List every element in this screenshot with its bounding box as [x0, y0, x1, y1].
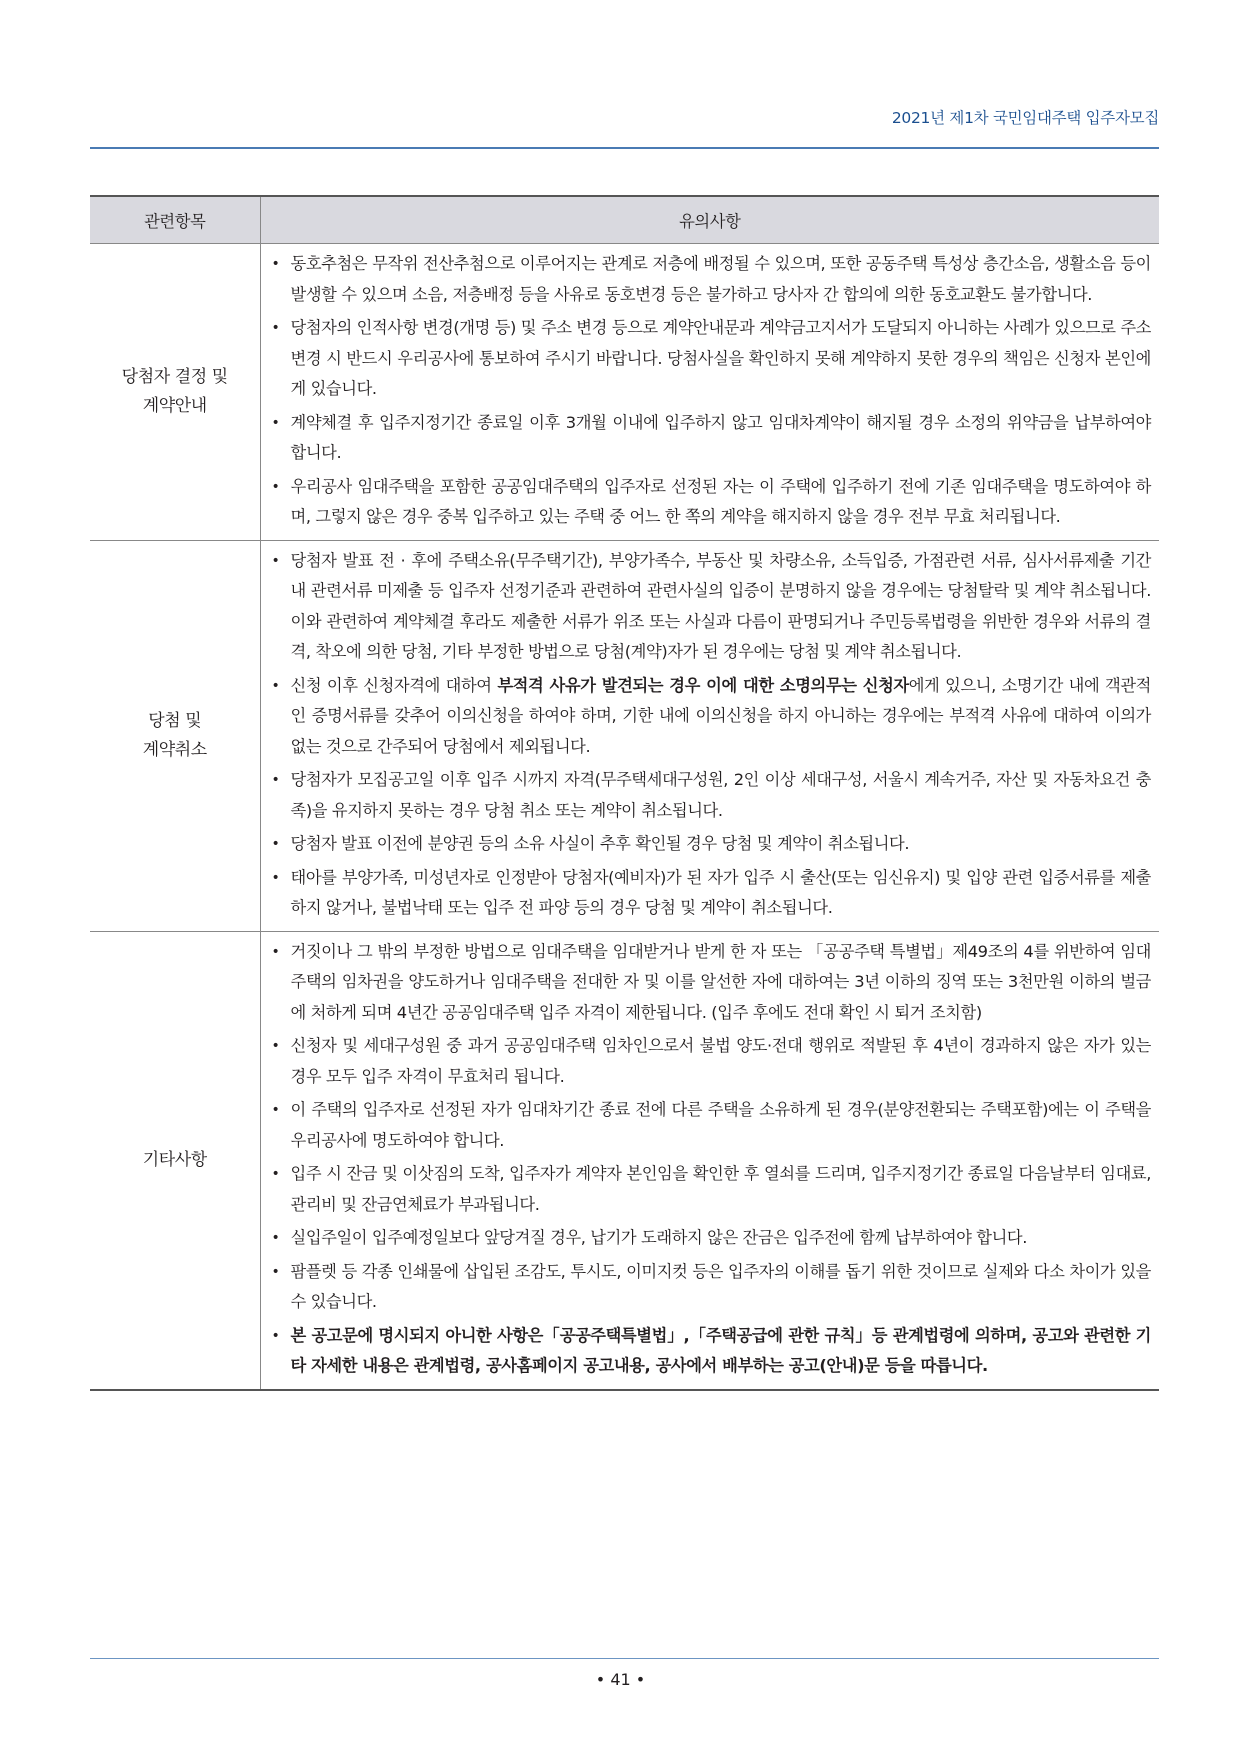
column-header-notes: 유의사항	[260, 196, 1159, 244]
note-emphasis: 부적격 사유가 발견되는 경우 이에 대한 소명의무는 신청자	[497, 675, 909, 695]
note-item	[291, 1321, 1152, 1382]
note-item: • 이 주택의 입주자로 선정된 자가 임대차기간 종료 전에 다른 주택을 소유하게 된 경우(분양전환되는 주택포함)에는 이 주택을 우리공사에 명도하여야 합니다.	[291, 1095, 1152, 1156]
table-row-other	[90, 931, 1159, 1390]
column-header-category: 관련항목	[90, 196, 260, 244]
category-label-line: 계약안내	[142, 395, 207, 416]
footer-divider	[90, 1658, 1159, 1659]
category-cell	[90, 244, 260, 541]
note-text: 신청 이후 신청자격에 대하여	[290, 675, 498, 695]
note-item: • 태아를 부양가족, 미성년자로 인정받아 당첨자(예비자)가 된 자가 입주 시 출산(또는 임신유지) 및 입양 관련 입증서류를 제출하지 않거나, 불법낙태 또는 입주 전 파양 등의 경우 당첨 및 계약이 취소됩니다.	[291, 863, 1152, 924]
table-row-cancellation	[90, 540, 1159, 931]
note-item	[291, 671, 1152, 763]
note-item: • 실입주일이 입주예정일보다 앞당겨질 경우, 납기가 도래하지 않은 잔금은 입주전에 함께 납부하여야 합니다.	[291, 1223, 1152, 1254]
document-header-title: 2021년 제1차 국민임대주택 입주자모집	[891, 109, 1159, 127]
category-label-line: 계약취소	[142, 739, 207, 760]
category-cell	[90, 931, 260, 1390]
note-item: • 당첨자 발표 이전에 분양권 등의 소유 사실이 추후 확인될 경우 당첨 및 계약이 취소됩니다.	[291, 829, 1152, 860]
note-item: • 동호추첨은 무작위 전산추첨으로 이루어지는 관계로 저층에 배정될 수 있으며, 또한 공동주택 특성상 층간소음, 생활소음 등이 발생할 수 있으며 소음, 저층배정 등을 사유로 동호변경 등은 불가하고 당사자 간 합의에 의한 동호교환도 불가합니다.	[291, 249, 1152, 310]
category-cell	[90, 540, 260, 931]
note-emphasis: 본 공고문에 명시되지 아니한 사항은「공공주택특별법」,「주택공급에 관한 규칙」등 관계법령에 의하며, 공고와 관련한 기타 자세한 내용은 관계법령, 공사홈페이지 공고내용, 공사에서 배부하는 공고(안내)문 등을 따릅니다.	[290, 1325, 1151, 1375]
note-item: • 계약체결 후 입주지정기간 종료일 이후 3개월 이내에 입주하지 않고 임대차계약이 해지될 경우 소정의 위약금을 납부하여야 합니다.	[291, 408, 1152, 469]
notes-cell	[260, 244, 1159, 541]
note-item: • 당첨자 발표 전 · 후에 주택소유(무주택기간), 부양가족수, 부동산 및 차량소유, 소득입증, 가점관련 서류, 심사서류제출 기간 내 관련서류 미제출 등 입주자 선정기준과 관련하여 관련사실의 입증이 분명하지 않을 경우에는 당첨탈락 및 계약 취소됩니다. 이와 관련하여 계약체결 후라도 제출한 서류가 위조 또는 사실과 다름이 판명되거나 주민등록법령을 위반한 경우와 서류의 결격, 착오에 의한 당첨, 기타 부정한 방법으로 당첨(계약)자가 된 경우에는 당첨 및 계약 취소됩니다.	[291, 546, 1152, 668]
category-label-line: 당첨 및	[148, 710, 202, 731]
note-item: • 우리공사 임대주택을 포함한 공공임대주택의 입주자로 선정된 자는 이 주택에 입주하기 전에 기존 임대주택을 명도하여야 하며, 그렇지 않은 경우 중복 입주하고 있는 주택 중 어느 한 쪽의 계약을 해지하지 않을 경우 전부 무효 처리됩니다.	[291, 472, 1152, 533]
note-item: • 팜플렛 등 각종 인쇄물에 삽입된 조감도, 투시도, 이미지컷 등은 입주자의 이해를 돕기 위한 것이므로 실제와 다소 차이가 있을 수 있습니다.	[291, 1257, 1152, 1318]
header-divider	[90, 147, 1159, 149]
notes-list	[261, 932, 1160, 1389]
note-item: • 당첨자의 인적사항 변경(개명 등) 및 주소 변경 등으로 계약안내문과 계약금고지서가 도달되지 아니하는 사례가 있으므로 주소 변경 시 반드시 우리공사에 통보하여 주시기 바랍니다. 당첨사실을 확인하지 못해 계약하지 못한 경우의 책임은 신청자 본인에게 있습니다.	[291, 313, 1152, 405]
notice-table	[90, 195, 1159, 1391]
note-item: • 당첨자가 모집공고일 이후 입주 시까지 자격(무주택세대구성원, 2인 이상 세대구성, 서울시 계속거주, 자산 및 자동차요건 충족)을 유지하지 못하는 경우 당첨 취소 또는 계약이 취소됩니다.	[291, 765, 1152, 826]
note-item: • 거짓이나 그 밖의 부정한 방법으로 임대주택을 임대받거나 받게 한 자 또는 「공공주택 특별법」제49조의 4를 위반하여 임대주택의 임차권을 양도하거나 임대주택을 전대한 자 및 이를 알선한 자에 대하여는 3년 이하의 징역 또는 3천만원 이하의 벌금에 처하게 되며 4년간 공공임대주택 입주 자격이 제한됩니다. (입주 후에도 전대 확인 시 퇴거 조치함)	[291, 937, 1152, 1029]
table-header-row	[90, 196, 1159, 244]
category-label-line: 기타사항	[142, 1149, 207, 1170]
notes-cell	[260, 931, 1159, 1390]
category-label-line: 당첨자 결정 및	[121, 366, 228, 387]
note-item: • 입주 시 잔금 및 이삿짐의 도착, 입주자가 계약자 본인임을 확인한 후 열쇠를 드리며, 입주지정기간 종료일 다음날부터 임대료, 관리비 및 잔금연체료가 부과됩니다.	[291, 1159, 1152, 1220]
notes-list	[261, 541, 1160, 931]
page-number: • 41 •	[595, 1670, 646, 1689]
notes-cell	[260, 540, 1159, 931]
note-text: 에게 있으니, 소명기간 내에 객관적인 증명서류를 갖추어 이의신청을 하여야 하며, 기한 내에 이의신청을 하지 아니하는 경우에는 부적격 사유에 대하여 이의가 없는 것으로 간주되어 당첨에서 제외됩니다.	[290, 675, 1151, 756]
notes-list	[261, 244, 1160, 540]
table-row-winner-contract	[90, 244, 1159, 541]
note-item: • 신청자 및 세대구성원 중 과거 공공임대주택 임차인으로서 불법 양도·전대 행위로 적발된 후 4년이 경과하지 않은 자가 있는 경우 모두 입주 자격이 무효처리 됩니다.	[291, 1031, 1152, 1092]
